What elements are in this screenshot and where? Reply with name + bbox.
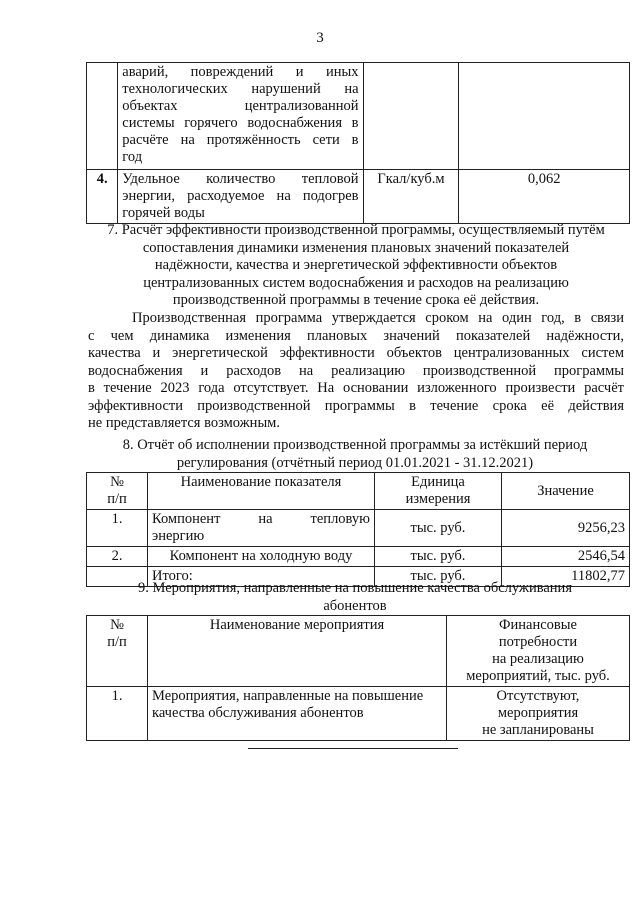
indicator-name-cell [118,63,363,170]
title-line: регулирования (отчётный период 01.01.2021 - 31.12.2021) [176,454,534,471]
row-fin-line: Отсутствуют, [496,688,580,704]
row-name-line: энергию [152,528,205,544]
header-num [87,616,148,687]
body-line: в течение 2023 года отсутствует. На основании изложенного произвести расчёт [88,380,624,396]
row-value: 2546,54 [502,547,630,567]
title-line: сопоставления динамики изменения плановых значений показателей [142,239,570,256]
header-text: № [110,474,124,490]
row-unit: тыс. руб. [375,547,502,567]
indicator-line: год [122,149,143,165]
title-line: абонентов [323,597,387,614]
row-name: Компонент на холодную воду [148,547,375,567]
header-fin [447,616,630,687]
header-text: на реализацию [492,651,584,667]
title-line: производственной программы в течение срока её действия. [172,292,540,308]
title-line: централизованных систем водоснабжения и расходов на реализацию [143,274,569,291]
body-line: эффективности производственной программы в течение срока её действия [88,397,624,414]
body-line: водоснабжения и расходов на реализацию производственной программы [88,362,624,379]
header-text: п/п [107,634,127,650]
header-text: Единица [411,474,465,490]
title-line: надёжности, качества и энергетической эффективности объектов [154,257,558,273]
section7-title [78,222,634,310]
header-name: Наименование мероприятия [148,616,447,687]
section9-title [80,580,630,615]
indicator-line: энергии, расходуемое на подогрев [122,188,359,204]
row-fin [447,687,630,741]
row-num: 2. [87,547,148,567]
row-num: 1. [87,687,148,741]
header-name: Наименование показателя [148,473,375,510]
title-line: 8. Отчёт об исполнении производственной программы за истёкший период [122,437,588,453]
row-fin-line: не запланированы [482,722,594,738]
table-row [87,170,630,224]
table-row [87,510,630,547]
indicator-line: расчёте на протяжённость сети в [122,132,359,148]
row-fin-line: мероприятия [497,705,579,721]
body-line: с чем динамика изменения плановых значений показателей надёжности, [88,327,624,344]
row-name [148,687,447,741]
value-cell: 0,062 [459,170,630,224]
indicator-name-cell [118,170,363,224]
separator-line [248,748,458,749]
header-value: Значение [502,473,630,510]
body-line: не представляется возможным. [88,415,280,431]
indicator-line: аварий, повреждений и иных [122,64,359,80]
header-text: потребности [498,634,578,650]
body-line: Производственная программа утверждается сроком на один год, в связи [132,310,624,326]
num-cell: 4. [87,170,118,224]
unit-cell: Гкал/куб.м [363,170,459,224]
table-row [87,687,630,741]
measures-table [86,615,630,741]
row-name-line: Компонент на тепловую [152,511,370,527]
report-table [86,472,630,587]
indicator-line: Удельное количество тепловой [122,171,359,187]
header-text: п/п [107,491,127,507]
title-line: 9. Мероприятия, направленные на повышение качества обслуживания [138,580,572,596]
header-text: № [110,617,124,633]
body-line: качества и энергетической эффективности объектов централизованных систем [88,345,624,361]
header-text: измерения [405,491,471,507]
table-header-row [87,616,630,687]
row-name-line: качества обслуживания абонентов [152,705,364,721]
page-number: 3 [316,30,324,46]
indicator-line: технологических нарушений на [122,81,359,97]
table-row [87,63,630,170]
row-name [148,510,375,547]
total-value: 11802,77 [502,567,630,587]
row-num: 1. [87,510,148,547]
header-unit [375,473,502,510]
indicator-line: горячей воды [122,205,205,221]
indicator-line: объектах централизованной [122,98,359,114]
table-row [87,547,630,567]
header-num [87,473,148,510]
section8-title [80,437,630,472]
header-text: Финансовые [499,617,577,633]
row-value: 9256,23 [502,510,630,547]
total-label: Итого: [148,567,375,587]
indicators-table-continuation [86,62,630,224]
title-line: 7. Расчёт эффективности производственной программы, осуществляемый путём [107,222,605,238]
unit-cell [363,63,459,170]
row-name-line: Мероприятия, направленные на повышение [152,688,424,704]
total-unit: тыс. руб. [375,567,502,587]
row-unit: тыс. руб. [375,510,502,547]
num-cell [87,63,118,170]
value-cell [459,63,630,170]
indicator-line: системы горячего водоснабжения в [122,115,359,131]
section7-body [88,310,624,433]
table-header-row [87,473,630,510]
header-text: мероприятий, тыс. руб. [466,668,610,684]
